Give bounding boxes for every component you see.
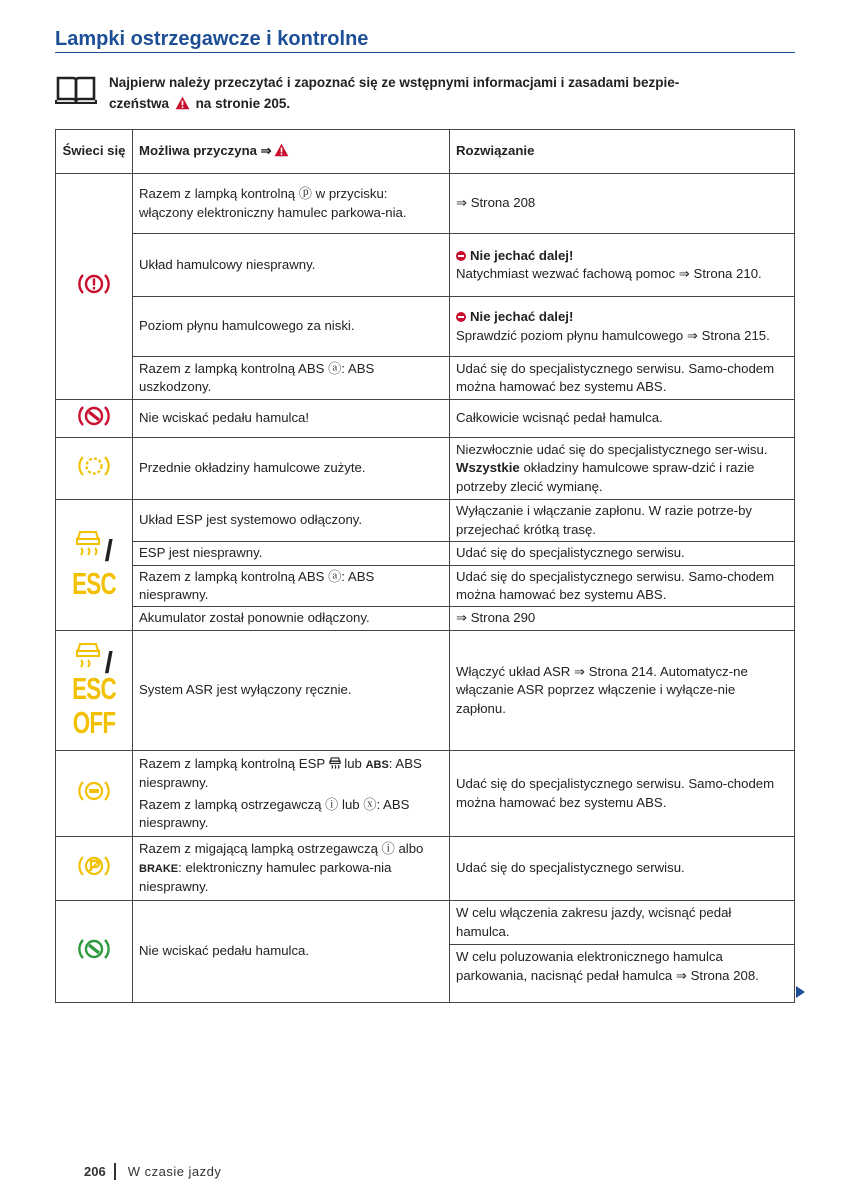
lamp-cell: / ESC OFF: [56, 631, 133, 751]
section-name: W czasie jazdy: [127, 1164, 222, 1179]
lamp-cell: / ESC: [56, 500, 133, 631]
cause-cell: Układ hamulcowy niesprawny.: [133, 234, 450, 297]
cause-cell: Razem z lampką kontrolną ⓟ w przycisku: włączony elektroniczny hamulec parkowa-nia.: [133, 174, 450, 234]
asr-off-car-icon: [75, 641, 101, 669]
lamp-cell: [56, 438, 133, 500]
lamp-cell: [56, 751, 133, 837]
solution-cell: Udać się do specjalistycznego serwisu.: [450, 542, 795, 566]
cause-cell: Układ ESP jest systemowo odłączony.: [133, 500, 450, 542]
brake-warning-red-icon: [77, 271, 111, 297]
table-row: [56, 297, 795, 357]
safety-intro: Najpierw należy przeczytać i zapoznać się ze wstępnymi informacjami i zasadami bezpie- czeństwa na stronie 205.: [109, 75, 680, 111]
esp-car-skid-icon: [329, 756, 341, 770]
solution-cell: Niezwłocznie udać się do specjalistycznego ser-wisu. Wszystkie okładziny hamulcowe spraw-dzić i razie potrzeby zlecić wymianę.: [450, 438, 795, 500]
table-row: [56, 438, 795, 500]
cause-cell: Poziom płynu hamulcowego za niski.: [133, 297, 450, 357]
table-row: [56, 607, 795, 631]
stop-icon: [456, 251, 466, 261]
table-row: [56, 631, 795, 751]
solution-cell: Włączyć układ ASR ⇒ Strona 214. Automatycz-ne włączanie ASR poprzez włączenie i wyłącze-nie zapłonu.: [450, 631, 795, 751]
page-title: Lampki ostrzegawcze i kontrolne: [55, 28, 369, 50]
continue-arrow-icon: [796, 986, 805, 998]
stop-icon: [456, 312, 466, 322]
cause-cell: Przednie okładziny hamulcowe zużyte.: [133, 438, 450, 500]
esc-label-icon: ESC: [72, 565, 116, 601]
solution-cell: Wyłączanie i włączanie zapłonu. W razie potrze-by przejechać krótką trasę.: [450, 500, 795, 542]
esp-car-skid-icon: [75, 529, 101, 557]
warning-triangle-icon: [274, 143, 289, 157]
table-row: [56, 901, 795, 1003]
solution-cell: [450, 901, 795, 1003]
warning-triangle-icon: [175, 96, 190, 110]
parking-brake-yellow-icon: [77, 853, 111, 879]
table-row: [56, 542, 795, 566]
solution-cell: Udać się do specjalistycznego serwisu. Samo-chodem można hamować bez systemu ABS.: [450, 751, 795, 837]
off-label-icon: OFF: [72, 705, 116, 741]
footer-divider: [114, 1163, 116, 1180]
solution-cell: Udać się do specjalistycznego serwisu. Samo-chodem można hamować bez systemu ABS.: [450, 566, 795, 607]
table-row: [56, 174, 795, 234]
cause-cell: Nie wciskać pedału hamulca.: [133, 901, 450, 1003]
cause-part-a: Razem z lampką kontrolną ESP lub ABS: ABS niesprawny.: [139, 755, 422, 790]
solution-part-a: W celu włączenia zakresu jazdy, wcisnąć pedał hamulca.: [456, 905, 732, 939]
table-row: [56, 500, 795, 542]
cause-cell: Akumulator został ponownie odłączony.: [133, 607, 450, 631]
table-row: [56, 234, 795, 297]
column-header-lamp: Świeci się: [56, 130, 133, 174]
abs-yellow-icon: [77, 778, 111, 804]
brake-pedal-green-icon: [77, 936, 111, 962]
lamp-cell: [56, 400, 133, 438]
column-header-cause: Możliwa przyczyna ⇒: [133, 130, 450, 174]
lamp-cell: [56, 174, 133, 400]
solution-cell: Udać się do specjalistycznego serwisu.: [450, 837, 795, 901]
solution-cell: Całkowicie wcisnąć pedał hamulca.: [450, 400, 795, 438]
page-footer: [84, 1163, 221, 1180]
lamp-cell: [56, 837, 133, 901]
brake-pedal-red-icon: [77, 403, 111, 429]
cause-cell: Nie wciskać pedału hamulca!: [133, 400, 450, 438]
title-divider: [55, 52, 795, 53]
cause-cell: System ASR jest wyłączony ręcznie.: [133, 631, 450, 751]
solution-cell: ⇒ Strona 290: [450, 607, 795, 631]
warning-lamps-table: [55, 129, 795, 1003]
solution-cell: Nie jechać dalej! Sprawdzić poziom płynu hamulcowego ⇒ Strona 215.: [450, 297, 795, 357]
table-header-row: [56, 130, 795, 174]
solution-cell: Udać się do specjalistycznego serwisu. Samo-chodem można hamować bez systemu ABS.: [450, 357, 795, 400]
cause-cell: ESP jest niesprawny.: [133, 542, 450, 566]
table-row: [56, 837, 795, 901]
solution-cell: ⇒ Strona 208: [450, 174, 795, 234]
cause-cell: Razem z migającą lampką ostrzegawczą ⓘ albo BRAKE: elektroniczny hamulec parkowa-nia niesprawny.: [133, 837, 450, 901]
page-number: 206: [84, 1164, 106, 1179]
solution-cell: Nie jechać dalej! Natychmiast wezwać fachową pomoc ⇒ Strona 210.: [450, 234, 795, 297]
open-book-icon: [55, 76, 97, 104]
table-row: [56, 357, 795, 400]
solution-part-b: W celu poluzowania elektronicznego hamulca parkowania, nacisnąć pedał hamulca ⇒ Strona 208.: [450, 944, 794, 985]
cause-part-b: Razem z lampką ostrzegawczą ⓘ lub ⓧ: ABS niesprawny.: [139, 796, 410, 830]
lamp-cell: [56, 901, 133, 1003]
table-row: [56, 751, 795, 837]
cause-cell: Razem z lampką kontrolną ABS ⓐ: ABS uszkodzony.: [133, 357, 450, 400]
brake-pads-yellow-icon: [77, 453, 111, 479]
esc-label-icon: ESC: [72, 671, 116, 707]
cause-cell: [133, 751, 450, 837]
cause-cell: Razem z lampką kontrolną ABS ⓐ: ABS niesprawny.: [133, 566, 450, 607]
table-row: [56, 566, 795, 607]
column-header-solution: Rozwiązanie: [450, 130, 795, 174]
table-row: [56, 400, 795, 438]
